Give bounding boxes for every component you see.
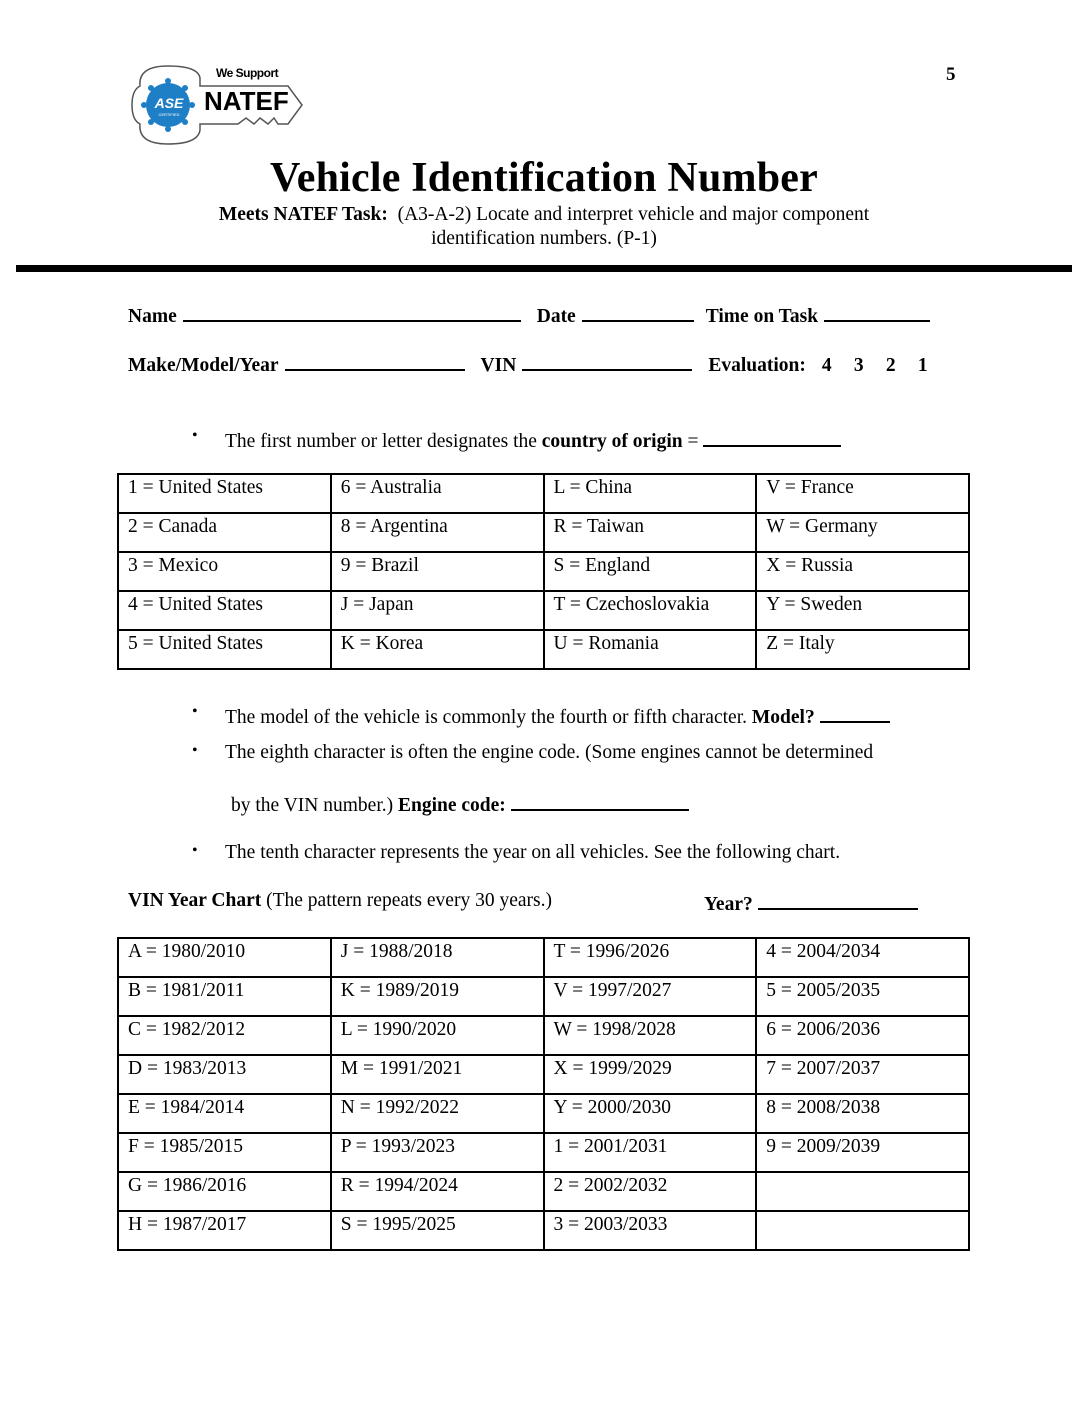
table-cell: L = 1990/2020 <box>331 1016 544 1055</box>
table-cell: D = 1983/2013 <box>118 1055 331 1094</box>
page-number: 5 <box>946 64 956 85</box>
engine-text-line1: The eighth character is often the engine code. (Some engines cannot be determined <box>225 742 874 763</box>
table-cell: 1 = 2001/2031 <box>544 1133 757 1172</box>
ase-badge-subtext: CERTIFIED <box>158 112 180 117</box>
logo-main-text: NATEF <box>204 86 289 116</box>
form-row-1 <box>128 302 930 328</box>
table-cell: R = 1994/2024 <box>331 1172 544 1211</box>
table-cell: 2 = 2002/2032 <box>544 1172 757 1211</box>
natef-logo <box>128 58 308 148</box>
table-cell: 5 = 2005/2035 <box>756 977 969 1016</box>
ase-badge-text: ASE <box>154 95 184 111</box>
table-cell: G = 1986/2016 <box>118 1172 331 1211</box>
engine-code-label: Engine code: <box>398 795 506 816</box>
year-table-row <box>118 1172 969 1211</box>
table-cell: J = 1988/2018 <box>331 938 544 977</box>
date-label: Date <box>536 306 576 327</box>
table-cell: W = Germany <box>756 513 969 552</box>
time-on-task-label: Time on Task <box>705 306 819 327</box>
form-row-2 <box>128 351 939 377</box>
vin-label: VIN <box>480 355 517 376</box>
table-cell: Y = 2000/2030 <box>544 1094 757 1133</box>
table-cell: S = England <box>544 552 757 591</box>
table-cell: Z = Italy <box>756 630 969 669</box>
task-text-line2: identification numbers. (P-1) <box>431 228 657 249</box>
engine-line2 <box>231 791 689 817</box>
table-cell: P = 1993/2023 <box>331 1133 544 1172</box>
year-table-row <box>118 1094 969 1133</box>
vin-field[interactable] <box>522 351 692 371</box>
model-answer-field[interactable] <box>820 703 890 723</box>
table-cell: M = 1991/2021 <box>331 1055 544 1094</box>
year-chart-title: VIN Year Chart <box>128 890 262 911</box>
country-table-row <box>118 513 969 552</box>
table-cell: R = Taiwan <box>544 513 757 552</box>
evaluation-score-3[interactable]: 3 <box>853 355 864 376</box>
page-title: Vehicle Identification Number <box>270 155 818 201</box>
table-cell: 6 = Australia <box>331 474 544 513</box>
logo-top-text: We Support <box>216 66 279 80</box>
table-cell: N = 1992/2022 <box>331 1094 544 1133</box>
table-cell: E = 1984/2014 <box>118 1094 331 1133</box>
table-cell: 6 = 2006/2036 <box>756 1016 969 1055</box>
model-label: Model? <box>751 707 815 728</box>
table-cell: 7 = 2007/2037 <box>756 1055 969 1094</box>
table-cell: A = 1980/2010 <box>118 938 331 977</box>
table-cell: 4 = 2004/2034 <box>756 938 969 977</box>
bullet-engine <box>192 742 874 764</box>
vin-year-table <box>117 937 970 1251</box>
bullet-icon: • <box>192 742 198 759</box>
task-text-line1: (A3-A-2) Locate and interpret vehicle and major component <box>397 204 870 225</box>
task-label: Meets NATEF Task: <box>218 204 388 225</box>
engine-code-field[interactable] <box>511 791 689 811</box>
table-cell: T = 1996/2026 <box>544 938 757 977</box>
evaluation-label: Evaluation: <box>708 355 806 376</box>
year-table-row <box>118 1016 969 1055</box>
engine-text-line2: by the VIN number.) <box>231 795 398 816</box>
table-cell <box>756 1172 969 1211</box>
table-cell: 4 = United States <box>118 591 331 630</box>
evaluation-score-1[interactable]: 1 <box>917 355 928 376</box>
country-answer-field[interactable] <box>703 427 841 447</box>
time-on-task-field[interactable] <box>824 302 930 322</box>
bullet-icon: • <box>192 703 198 720</box>
table-cell: 9 = 2009/2039 <box>756 1133 969 1172</box>
year-table-row <box>118 1055 969 1094</box>
make-model-year-label: Make/Model/Year <box>128 355 279 376</box>
table-cell: 8 = 2008/2038 <box>756 1094 969 1133</box>
table-cell: 8 = Argentina <box>331 513 544 552</box>
year-table-row <box>118 977 969 1016</box>
table-cell: 3 = 2003/2033 <box>544 1211 757 1250</box>
divider-rule <box>16 265 1072 272</box>
table-cell: L = China <box>544 474 757 513</box>
evaluation-score-4[interactable]: 4 <box>821 355 832 376</box>
table-cell: 2 = Canada <box>118 513 331 552</box>
table-cell: 5 = United States <box>118 630 331 669</box>
table-cell: S = 1995/2025 <box>331 1211 544 1250</box>
name-label: Name <box>128 306 177 327</box>
table-cell: W = 1998/2028 <box>544 1016 757 1055</box>
country-text: The first number or letter designates the <box>225 431 542 452</box>
bullet-icon: • <box>192 427 198 444</box>
year-answer-field[interactable] <box>758 890 918 910</box>
table-cell: K = 1989/2019 <box>331 977 544 1016</box>
table-cell: F = 1985/2015 <box>118 1133 331 1172</box>
table-cell: 3 = Mexico <box>118 552 331 591</box>
make-model-year-field[interactable] <box>285 351 465 371</box>
country-equals: = <box>682 431 704 452</box>
table-cell: U = Romania <box>544 630 757 669</box>
year-chart-note: (The pattern repeats every 30 years.) <box>261 890 552 911</box>
table-cell: K = Korea <box>331 630 544 669</box>
model-text: The model of the vehicle is commonly the fourth or fifth character. <box>225 707 752 728</box>
bullet-country-of-origin <box>192 427 841 453</box>
table-cell: C = 1982/2012 <box>118 1016 331 1055</box>
country-bold-text: country of origin <box>541 431 683 452</box>
bullet-model <box>192 703 890 729</box>
date-field[interactable] <box>582 302 694 322</box>
year-text: The tenth character represents the year on all vehicles. See the following chart. <box>225 842 841 863</box>
table-cell: V = France <box>756 474 969 513</box>
year-table-row <box>118 1211 969 1250</box>
year-question <box>704 890 918 916</box>
table-cell: J = Japan <box>331 591 544 630</box>
country-table-row <box>118 552 969 591</box>
table-cell: T = Czechoslovakia <box>544 591 757 630</box>
table-cell: X = Russia <box>756 552 969 591</box>
table-cell: X = 1999/2029 <box>544 1055 757 1094</box>
table-cell: Y = Sweden <box>756 591 969 630</box>
task-description <box>0 203 1088 251</box>
table-cell: 9 = Brazil <box>331 552 544 591</box>
year-table-row <box>118 938 969 977</box>
year-label: Year? <box>704 894 753 915</box>
year-table-row <box>118 1133 969 1172</box>
evaluation-score-2[interactable]: 2 <box>885 355 896 376</box>
table-cell: B = 1981/2011 <box>118 977 331 1016</box>
bullet-year <box>192 842 841 864</box>
year-chart-heading <box>128 890 552 912</box>
table-cell: H = 1987/2017 <box>118 1211 331 1250</box>
country-table-row <box>118 630 969 669</box>
country-table-row <box>118 591 969 630</box>
country-table-row <box>118 474 969 513</box>
bullet-icon: • <box>192 842 198 859</box>
table-cell <box>756 1211 969 1250</box>
name-field[interactable] <box>183 302 521 322</box>
table-cell: V = 1997/2027 <box>544 977 757 1016</box>
table-cell: 1 = United States <box>118 474 331 513</box>
country-code-table <box>117 473 970 670</box>
